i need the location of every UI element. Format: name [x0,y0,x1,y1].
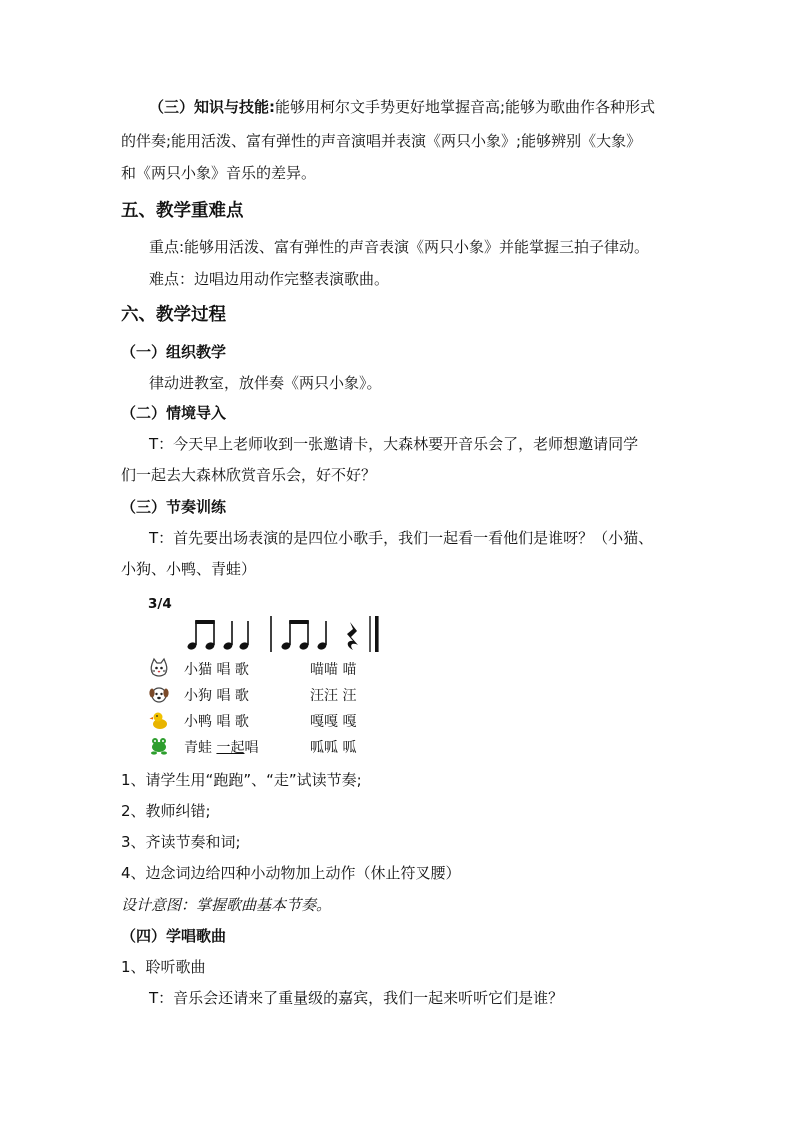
objective-paragraph-line3: 和《两只小象》音乐的差异。 [121,164,317,182]
frog-sound: 呱呱 呱 [310,740,357,756]
learn-song-text: T：音乐会还请来了重量级的嘉宾，我们一起来听听它们是谁？ [149,989,564,1007]
objective-text: 能够用柯尔文手势更好地掌握音高;能够为歌曲作各种形式 [275,98,656,116]
organize-text: 律动进教室，放伴奏《两只小象》。 [149,374,382,392]
rhythm-text-line2: 小狗、小鸭、青蛙） [121,560,257,578]
key-point-text: 重点:能够用活泼、富有弹性的声音表演《两只小象》并能掌握三拍子律动。 [149,238,650,256]
subsection-title-organize: （一）组织教学 [121,343,227,361]
objective-heading: （三）知识与技能: [149,98,275,116]
frog-lyric [184,737,258,757]
cat-lyric: 小猫 唱 歌 [184,662,249,678]
difficult-point-text: 难点：边唱边用动作完整表演歌曲。 [149,270,390,288]
subsection-title-learn-song: （四）学唱歌曲 [121,927,227,945]
dog-icon [148,683,170,705]
section-title-key-points: 五、教学重难点 [121,201,244,221]
cat-icon [148,657,170,679]
intro-text-line2: 们一起去大森林欣赏音乐会，好不好？ [121,466,377,484]
intro-text-line1: T：今天早上老师收到一张邀请卡，大森林要开音乐会了，老师想邀请同学 [149,435,639,453]
final-barline-thick [375,616,379,652]
subsection-title-intro: （二）情境导入 [121,404,227,422]
subsection-title-rhythm: （三）节奏训练 [121,498,227,516]
step-2: 2、教师纠错; [121,802,211,820]
frog-icon [148,735,170,757]
step-1: 1、请学生用“跑跑”、“走”试读节奏; [121,771,362,789]
step-3: 3、齐读节奏和词; [121,833,241,851]
time-signature: 3/4 [148,596,172,612]
objective-paragraph-line1 [149,97,709,117]
duck-lyric: 小鸭 唱 歌 [184,714,249,730]
rhythm-text-line1: T：首先要出场表演的是四位小歌手，我们一起看一看他们是谁呀？（小猫、 [149,529,654,547]
dog-sound: 汪汪 汪 [310,688,357,704]
quarter-note-2 [239,621,250,651]
duck-sound: 嘎嘎 嘎 [310,714,357,730]
rhythm-notation [180,612,390,654]
eighth-note-pair-1 [187,620,216,651]
frog-lyric-part1: 青蛙 [184,740,217,756]
design-intent: 设计意图：掌握歌曲基本节奏。 [121,896,332,914]
step-4: 4、边念词边给四种小动物加上动作（休止符叉腰） [121,864,461,882]
quarter-rest [347,622,358,650]
learn-step-1: 1、聆听歌曲 [121,958,206,976]
dog-lyric: 小狗 唱 歌 [184,688,249,704]
objective-paragraph-line2: 的伴奏;能用活泼、富有弹性的声音演唱并表演《两只小象》;能够辨别《大象》 [121,132,642,150]
frog-lyric-underlined: 一起 [216,740,245,756]
section-title-process: 六、教学过程 [121,305,226,325]
quarter-note-1 [223,621,234,651]
cat-sound: 喵喵 喵 [310,662,357,678]
frog-lyric-part3: 唱 [244,740,259,756]
eighth-note-pair-2 [281,620,310,651]
quarter-note-3 [317,621,328,651]
duck-icon [148,709,170,731]
